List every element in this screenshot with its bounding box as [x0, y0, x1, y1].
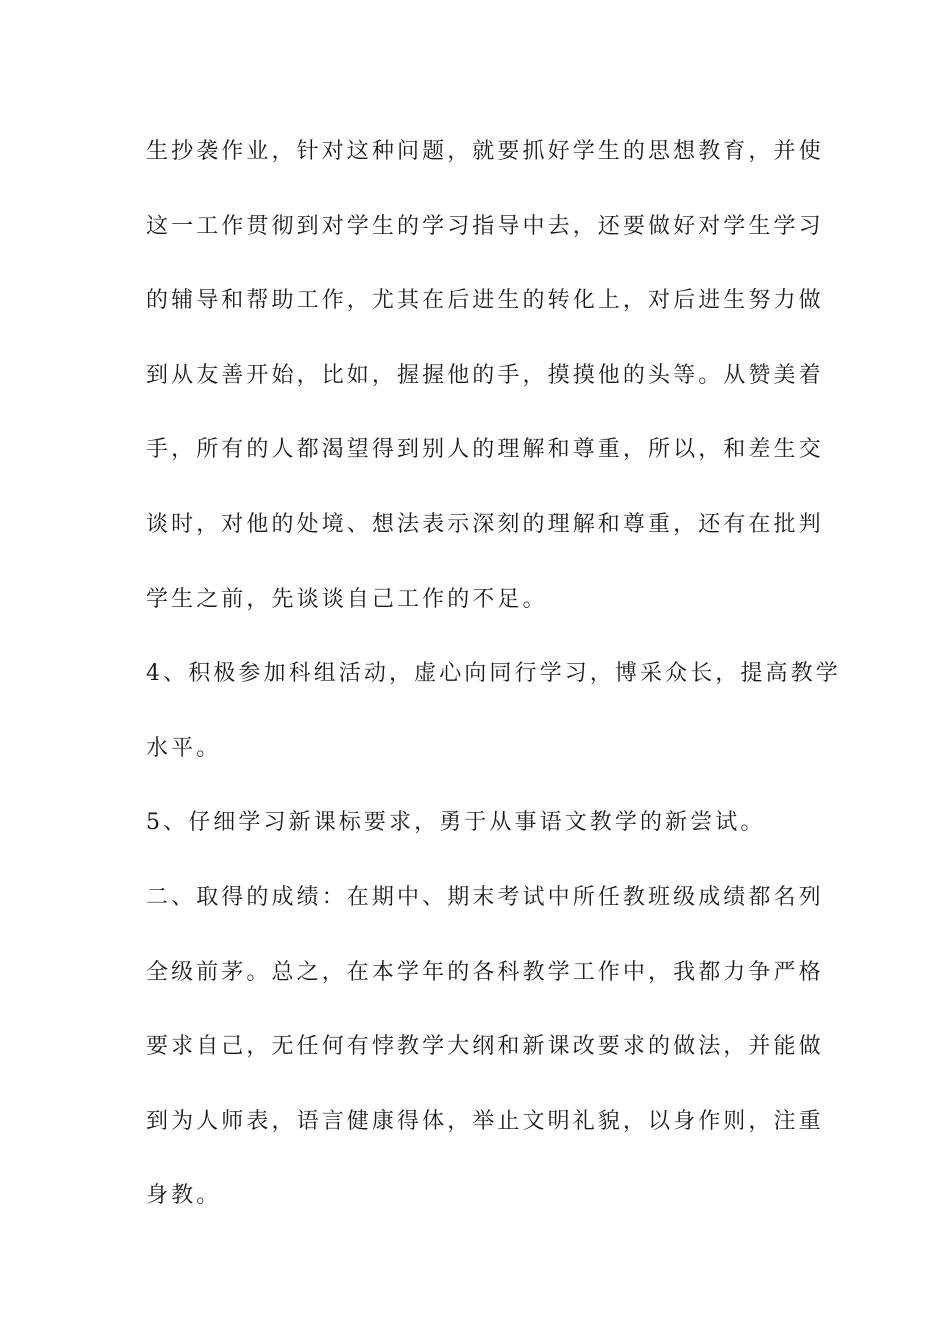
text-line: 的辅导和帮助工作，尤其在后进生的转化上，对后进生努力做: [146, 288, 824, 314]
text-line: 水平。: [146, 735, 222, 761]
text-line: 这一工作贯彻到对学生的学习指导中去，还要做好对学生学习: [146, 213, 824, 239]
text-line: 到为人师表，语言健康得体，举止文明礼貌，以身作则，注重: [146, 1108, 824, 1134]
text-line: 谈时，对他的处境、想法表示深刻的理解和尊重，还有在批判: [146, 511, 824, 537]
text-line: 要求自己，无任何有悖教学大纲和新课改要求的做法，并能做: [146, 1034, 824, 1060]
text-line: 4、积极参加科组活动，虚心向同行学习，博采众长，提高教学: [146, 661, 841, 687]
text-line: 学生之前，先谈谈自己工作的不足。: [146, 586, 548, 612]
text-line: 生抄袭作业，针对这种问题，就要抓好学生的思想教育，并使: [146, 139, 824, 164]
text-line: 到从友善开始，比如，握握他的手，摸摸他的头等。从赞美着: [146, 362, 824, 388]
text-line: 身教。: [146, 1183, 222, 1209]
text-line: 5、仔细学习新课标要求，勇于从事语文教学的新尝试。: [146, 810, 766, 836]
document-body: [146, 130, 841, 1249]
text-line: 手，所有的人都渴望得到别人的理解和尊重，所以，和差生交: [146, 437, 824, 463]
text-line: 二、取得的成绩：在期中、期末考试中所任教班级成绩都名列: [146, 884, 824, 910]
text-line: 全级前茅。总之，在本学年的各科教学工作中，我都力争严格: [146, 959, 824, 985]
